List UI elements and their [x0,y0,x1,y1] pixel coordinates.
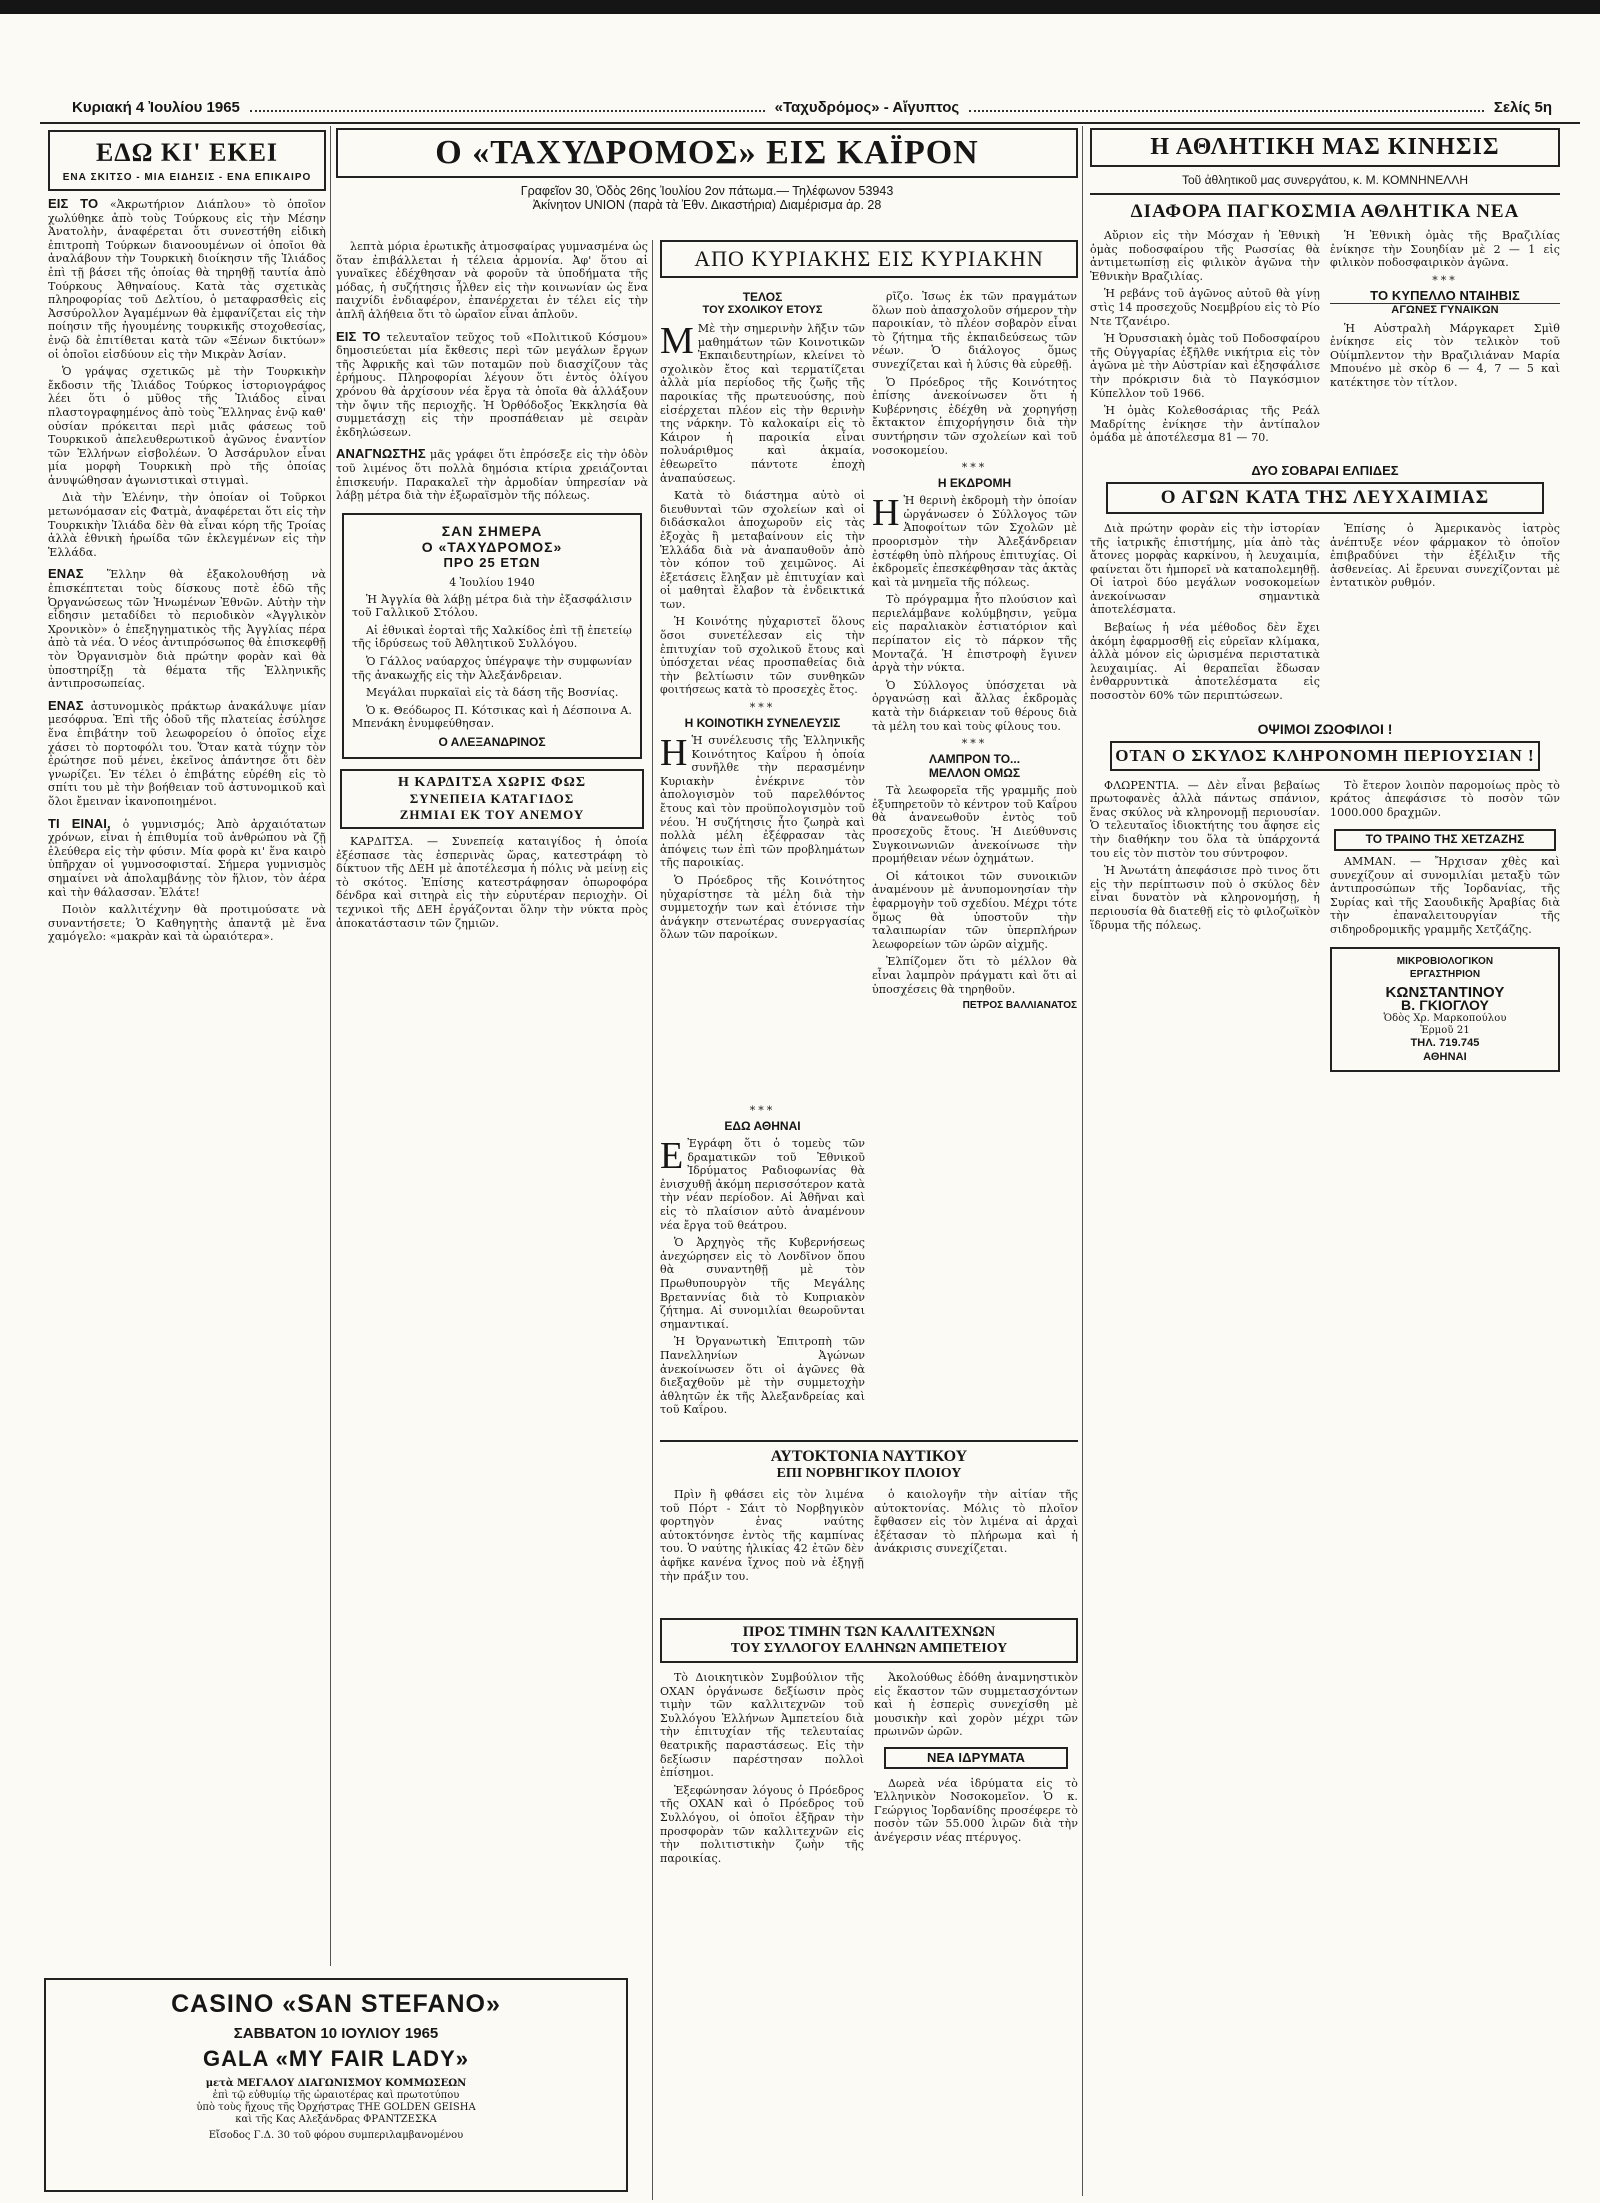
telos-title-2: ΤΟΥ ΣΧΟΛΙΚΟΥ ΕΤΟΥΣ [702,304,823,316]
sports-news-1: Αὔριον εἰς τὴν Μόσχαν ἡ Ἐθνικὴ ὁμὰς ποδοσφαίρου τῆς Ρωσσίας θὰ ἀντιμετωπίσῃ εἰς φιλικὸν ἀγῶνα τὴν Ἐθνικὴν Βραζιλίας. [1090,229,1320,283]
lampron-title-1: ΛΑΜΠΡΟΝ ΤΟ... [928,752,1021,767]
san-simera-years: ΠΡΟ 25 ΕΤΩΝ [443,554,541,570]
edo-ki-ekei-subtitle: ΕΝΑ ΣΚΙΤΣΟ - ΜΙΑ ΕΙΔΗΣΙΣ - ΕΝΑ ΕΠΙΚΑΙΡΟ [62,172,312,183]
cup-subtitle: ΑΓΩΝΕΣ ΓΥΝΑΙΚΩΝ [1391,303,1499,316]
leukaimia-text-1: Διὰ πρώτην φορὰν εἰς τὴν ἱστορίαν τῆς ἰατρικῆς ἐπιστήμης, μία ἀπὸ τὰς ἄτονες μορφὰς καρκίνου, ἡ λευχαιμία, φαίνεται ὅτι ἠμπορεῖ νὰ καταπολεμηθῇ. Οἱ ἰατροὶ δύο μεγάλων νοσοκομείων ἀνεκοίνωσαν σημαντικὰ ἀποτελέσματα. [1090,521,1320,617]
karditsa-headline-box [340,769,644,829]
lampron-text-1: Τὰ λεωφορεῖα τῆς γραμμῆς ποὺ ἐξυπηρετοῦν τὸ κέντρον τοῦ Καΐρου θὰ ἀνανεωθοῦν ἐντὸς τοῦ προσεχοῦς ἔτους. Ἡ Διεύθυνσις Συγκοινωνιῶν ἀνεκοίνωσε τὴν προμήθειαν νέων ὀχημάτων. [872,784,1077,866]
edo-ki-ekei-body [48,197,326,944]
edo-ki-ekei-header-box [48,130,326,191]
cairo-masthead [336,128,1078,234]
item3-text: ἀστυνομικὸς πράκτωρ ἀνακάλυψε μίαν μεσόφρυα. Ἐπὶ τῆς ὁδοῦ τῆς πλατείας ἐσύλησε ἕνα ἐπιβάτην τοῦ λεωφορείου ὁ ὁποῖος εἶχε χάσει τὸ πορτοφόλι του. Ὅταν κατὰ τύχην τὸν ἐρώτησε ποῦ μένει, ἐκεῖνος ἀπάντησε ὅτι δὲν γνωρίζει. Ἐν τέλει ὁ ἐπιβάτης εὑρέθη εἰς τὸ σπίτι του μὲ τὴν βοήθειαν τοῦ ἀστυνομικοῦ καὶ ὅλοι ἔμειναν ἱκανοποιημένοι. [48,699,326,808]
item1-text: «Ἀκρωτήριον Διάπλου» τὸ ὁποῖον χωλύθηκε ἀπὸ τοὺς Τούρκους εἰς τὴν Μέσην Ἀνατολὴν, ἀναφέρεται ὅτι συνεστήθη εἰδικὴ ἐπιτροπὴ Τούρκων διανοουμένων οἱ ὁποῖοι θὰ ἀναλάβουν τὴν Τουρκικὴ διοίκησιν τῆς Ἰλιάδος ἐπὶ τῇ βάσει τῆς ὁποίας θὰ τηρηθῇ ταυτία ἀπὸ Τούρκους Ἀθηναίους. Κατὰ τὰς σχετικὰς πληροφορίας τοῦ Δελτίου, ὁ μεταφρασθεὶς εἰς Ἀσσύρολλον Ἀγαμέμνων θὰ ἐμφανίζεται εἰς τὴν ποίησιν τῆς ἡγουμένης τουρκικῆς στοχοθεσίας, ἐνῷ δὰ ἐπιτίθεται κατὰ τῶν «Ξένων δικτύων» οἱ ὁποῖοι εἰσδύουν εἰς τὴν Μικρὰν Ἀσίαν. [48,198,326,361]
ekdromi-dropcap: Η [872,492,900,535]
leukaimia-text-2: Βεβαίως ἡ νέα μέθοδος δὲν ἔχει ἀκόμη ἐφαρμοσθῇ εἰς εὐρεῖαν κλίμακα, ἀλλὰ μόνον εἰς ὡρισμένα περιστατικὰ λευχαιμίας. Αἱ θεραπεῖαι ἔδωσαν ἐνθαρρυντικὰ ἀποτελέσματα εἰς ποσοστὸν 60% τῶν περιπτώσεων. [1090,621,1320,703]
synelefsis-title: Η ΚΟΙΝΟΤΙΚΗ ΣΥΝΕΛΕΥΣΙΣ [684,716,841,731]
item4-text: ὁ γυμνισμός; Ἀπὸ ἀρχαιότατων χρόνων, εἶναι ἡ ἐπιθυμία τοῦ ἀνθρώπου νὰ ζῇ ἐλεύθερα εἰς τὴν φύσιν. Μία φορὰ κι' ἕνα καιρὸ ὑπῆρχαν οἱ γυμνοσοφισταί. Σήμερα γυμνισμὸς σημαίνει νὰ ἀπολαμβάνῃς τὸν ἥλιον, τὸν ἀέρα καὶ τὴν θάλασσαν. Ἐλάτε! [48,817,326,899]
nea-idrymata-text: Δωρεὰ νέα ἱδρύματα εἰς τὸ Ἑλληνικὸν Νοσοκομεῖον. Ὁ κ. Γεώργιος Ἰορδανίδης προσέφερε τὸ ποσὸν τῶν 55.000 λιρῶν διὰ τὴν ἀνέγερσιν νέας πτέρυγος. [874,1776,1078,1844]
pros-timin-headline-box [660,1618,1078,1663]
lampron-text-3: Ἐλπίζομεν ὅτι τὸ μέλλον θὰ εἶναι λαμπρὸν πράγματι καὶ ὅτι αἱ ὑποσχέσεις θὰ τηρηθοῦν. [872,955,1077,996]
lampron-text-2: Οἱ κάτοικοι τῶν συνοικιῶν ἀναμένουν μὲ ἀνυπομονησίαν τὴν ἐφαρμογὴν τοῦ σχεδίου. Μέχρι τότε ὅμως θὰ ὑποστοῦν τὴν ταλαιπωρίαν τῶν ὑπερπλήρων λεωφορείων τῶν ὡρῶν αἰχμῆς. [872,869,1077,951]
san-simera-item-4: Μεγάλαι πυρκαϊαὶ εἰς τὰ δάση τῆς Βοσνίας. [366,686,619,700]
sports-news-4: Ἡ ὁμὰς Κολεθοσάριας τῆς Ρεάλ Μαδρίτης ἐνίκησε τὴν ἀντίπαλον ὁμάδα μὲ ἀποτέλεσμα 81 — 70. [1090,404,1320,445]
pros-timin-title-2: ΤΟΥ ΣΥΛΛΟΓΟΥ ΕΛΛΗΝΩΝ ΑΜΠΕΤΕΙΟΥ [730,1641,1008,1656]
treno-text: ΑΜΜΑΝ. — Ἤρχισαν χθὲς καὶ συνεχίζουν αἱ συνομιλίαι μεταξὺ τῶν ἀντιπροσώπων τῆς Ἰορδανίας, τῆς Συρίας καὶ τῆς Σαουδικῆς Ἀραβίας διὰ τὴν ἐπαναλειτουργίαν τῆς σιδηροδρομικῆς γραμμῆς Χετζάζης. [1330,855,1560,936]
col2-body-top [336,240,648,503]
col-divider-2 [652,240,653,2200]
running-head-page: Σελίς 5η [1493,98,1552,116]
ekdromi-text-1: Ἡ θερινὴ ἐκδρομὴ τὴν ὁποίαν ὠργάνωσεν ὁ Σύλλογος τῶν Ἀποφοίτων τῶν Σχολῶν μὲ προορισμὸν τὴν Ἀλεξάνδρειαν ἐστέφθη ὑπὸ πλήρους ἐπιτυχίας. Οἱ ἐκδρομεῖς ἐπεσκέφθησαν τὰς ἀκτὰς καὶ τὰ μνημεῖα τῆς πόλεως. [872,494,1077,589]
edo-athinai-section [660,1100,865,1430]
autoktonia-section [660,1440,1078,1610]
edo-athinai-text-2: Ὁ Ἀρχηγὸς τῆς Κυβερνήσεως ἀνεχώρησεν εἰς τὸ Λονδῖνον ὅπου θὰ συναντηθῇ μὲ τὸν Πρωθυπουργὸν τῆς Μεγάλης Βρεταννίας διὰ τὸ Κυπριακὸν ζήτημα. Αἱ συνομιλίαι θεωροῦνται σημαντικαί. [660,1236,865,1331]
column-edo-ki-ekei [48,130,326,1960]
lampron-signature: ΠΕΤΡΟΣ ΒΑΛΛΙΑΝΑΤΟΣ [962,1000,1077,1012]
telos-text-1: Μὲ τὴν σημερινὴν λῆξιν τῶν μαθημάτων τῶν Κοινοτικῶν Ἐκπαιδευτηρίων, κλείνει τὸ σχολικὸν ἔτος καὶ τερματίζεται ἀλλὰ μία περίοδος τῆς ζωῆς τῆς παροικίας τῆς πρωτευούσης, ποὺ εἰσέρχεται πλέον εἰς τὴν θερινὴν της νάρκην. Τὸ καλοκαίρι εἰς τὸ Κάιρον ἡ παροικία εἶναι πολυάριθμος καὶ ἀκμαία, ἐθεωρεῖτο πάντοτε ἐποχὴ ἀναπαύσεως. [660,322,865,485]
separator-stars-c: *** [961,737,988,751]
sports-news-2: Ἡ ρεβάνς τοῦ ἀγῶνος αὐτοῦ θὰ γίνῃ στὶς 14 προσεχοῦς Νοεμβρίου εἰς τὸ Ρίο Ντε Τζανέιρο. [1090,287,1320,328]
edo-athinai-text-1: Ἐγράφη ὅτι ὁ τομεὺς τῶν δραματικῶν τοῦ Ἐθνικοῦ Ἰδρύματος Ραδιοφωνίας θὰ ἐνισχυθῇ ἀκόμη περισσότερον κατὰ τὴν νέαν περίοδον. Αἱ Ἀθῆναι καὶ εἰς τὸ πλαίσιον αὐτὸ ἀναμένουν νέα ἔργα τοῦ θεάτρου. [660,1137,865,1232]
col-divider-3 [1082,126,1083,2196]
telos-title-1: ΤΕΛΟΣ [742,290,783,304]
ekdromi-title: Η ΕΚΔΡΟΜΗ [937,476,1012,491]
masthead-info-1: Γραφεῖον 30, Ὁδὸς 26ης Ἰουλίου 2ον πάτωμα.— Τηλέφωνον 53943 [520,184,894,198]
edo-athinai-dropcap: Ε [660,1135,684,1177]
zoofiloi-text-2: Ἡ Ἀνωτάτη ἀπεφάσισε πρὸ τινος ὅτι εἰς τὴν περίπτωσιν ποὺ ὁ σκύλος δὲν εἶναι δυνατὸν νὰ κληρονομήσῃ, ἡ περιουσία θὰ διατεθῇ εἰς τὸ φιλοζωϊκὸν ἵδρυμα τῆς πόλεως. [1090,864,1320,932]
san-simera-item-1: Ἡ Ἀγγλία θὰ λάβῃ μέτρα διὰ τὴν ἐξασφάλισιν τοῦ Γαλλικοῦ Στόλου. [352,592,632,620]
item4-text-2: Ποιὸν καλλιτέχνην θὰ προτιμούσατε νὰ συναντήσετε; Ὁ Καθηγητὴς ἀπαντᾷ μὲ ἕνα χαμόγελο: «μακρὰν καὶ τὰ ὡραιότερα». [48,903,326,944]
lab-ad-line-2: ΕΡΓΑΣΤΗΡΙΟΝ [1409,969,1481,981]
col-divider-1 [330,126,331,1966]
lab-ad-line-5: Ὁδὸς Χρ. Μαρκοπούλου [1383,1012,1507,1024]
pros-timin-section [660,1618,1078,2196]
leukaimia-text-3: Ἐπίσης ὁ Ἀμερικανὸς ἰατρὸς ἀνέπτυξε νέον φάρμακον τὸ ὁποῖον ἐπιβραδύνει τὴν ἐξέλιξιν τῆς ἀσθενείας. Αἱ ἔρευναι συνεχίζονται μὲ ἐντατικὸν ρυθμόν. [1330,521,1560,590]
casino-gala: GALA «MY FAIR LADY» [203,2046,469,2071]
leukaimia-kicker: ΔΥΟ ΣΟΒΑΡΑΙ ΕΛΠΙΔΕΣ [1251,462,1399,478]
separator-stars-b: *** [961,461,988,475]
col2-reader-text: μᾶς γράφει ὅτι ἐπρόσεξε εἰς τὴν ὁδὸν τοῦ λιμένος ὅτι πολλὰ δημόσια κτίρια χρειάζονται ἐπισκευήν. Παρακαλεῖ τὴν ἀρμοδίαν ὑπηρεσίαν νὰ λάβῃ μέτρα διὰ τὴν ἐξωραϊσμὸν τῆς πόλεως. [336,448,648,503]
casino-date: ΣΑΒΒΑΤΟΝ 10 ΙΟΥΛΙΟΥ 1965 [233,2025,439,2042]
san-simera-date: 4 Ἰουλίου 1940 [449,575,535,589]
casino-title: CASINO «SAN STEFANO» [171,1990,501,2018]
autoktonia-text-2: ὁ καιολογῆν τὴν αἰτίαν τῆς αὐτοκτονίας. Μόλις τὸ πλοῖον ἔφθασεν εἰς τὸν λιμένα αἱ ἀρχαὶ ἐξέτασαν τὸ πλήρωμα καὶ ἡ ἀνάκρισις συνεχίζεται. [874,1488,1078,1556]
running-head-paper: «Ταχυδρόμος» - Αἴγυπτος [774,98,960,116]
lab-ad-city: ΑΘΗΝΑΙ [1423,1050,1467,1063]
lab-ad-name: ΚΩΝΣΤΑΝΤΙΝΟΥ [1385,983,1505,1001]
center-column-b [872,290,1077,1430]
karditsa-headline-1: Η ΚΑΡΔΙΤΣΑ ΧΩΡΙΣ ΦΩΣ [397,775,586,791]
san-simera-title: ΣΑΝ ΣΗΜΕΡΑ [441,522,543,539]
running-head-dots-right [969,102,1484,112]
kyriakis-headline: ΑΠΟ ΚΥΡΙΑΚΗΣ ΕΙΣ ΚΥΡΙΑΚΗΝ [660,240,1078,278]
leukaimia-title: Ο ΑΓΩΝ ΚΑΤΑ ΤΗΣ ΛΕΥΧΑΙΜΙΑΣ [1106,482,1544,514]
lab-ad-phone: ΤΗΛ. 719.745 [1410,1036,1480,1049]
san-simera-signature: Ο ΑΛΕΞΑΝΔΡΙΝΟΣ [438,735,546,750]
pros-timin-text-2: Ἐξεφώνησαν λόγους ὁ Πρόεδρος τῆς ΟΧΑΝ καὶ ὁ Πρόεδρος τοῦ Συλλόγου, οἱ ὁποῖοι ἐξῆραν τὴν προσφορὰν τῶν καλλιτεχνῶν εἰς τὴν πολιτιστικὴν ζωὴν τῆς παροικίας. [660,1783,864,1865]
sports-title: Η ΑΘΛΗΤΙΚΗ ΜΑΣ ΚΙΝΗΣΙΣ [1090,128,1560,167]
col2-text-1: λεπτὰ μόρια ἐρωτικῆς ἀτμοσφαίρας γυμνασμένα ὡς ὅταν ἐπιβάλλεται ἡ τέλεια ἁρμονία. Ἀφ' ὅτου αἱ γυναῖκες ἐδέχθησαν νὰ φοροῦν τὰ ὑποδήματα τῆς μόδας, ἡ συζήτησις ἦλθεν εἰς τὴν κοινωνίαν ὡς ἕνα παιχνίδι ἐνδιαφέρον, ἐπανέρχεται ἐν τέλει εἰς τὴν ἀπλῆ ἀλήθεια ὅτι τὸ ὡραῖον εἶναι ἁπλοῦν. [336,240,648,321]
item2-text: Ἕλλην θὰ ἐξακολουθήσῃ νὰ ἐπισκέπτεται τοὺς δίσκους ποτὲ ἐδῶ τῆς Ὀργανώσεως τῶν Ἡνωμένων Ἐθνῶν. Αὐτὴν τὴν εἶδησιν μεταδίδει τὸ περιοδικὸν «Ἀγγλικὸν Χρονικὸν» ὁ ἐπεξηγηματικὸς τῆς Ἀγγλίας πέρα ἀπὸ τὰ νέα. Ὁ νέος ἀντιπρόσωπος θὰ ἐπισκεφθῇ τὸν Ὀργανισμὸν διὰ πρώτην φορὰν καὶ θὰ ὑποστηρίξῃ τὰ θέματα τῆς Ἑλληνικῆς ἀντιπροσωπείας. [48,568,326,691]
col2-item-lead: ΕΙΣ ΤΟ [336,328,381,344]
lampron-title-2: ΜΕΛΛΟΝ ΟΜΩΣ [928,766,1021,781]
casino-line-5: Εἴσοδος Γ.Δ. 30 τοῦ φόρου συμπεριλαμβανομένου [208,2130,464,2141]
zoofiloi-text-3: Τὸ ἔτερον λοιπὸν παρομοίως πρὸς τὸ κράτος ἀπεφάσισε τὸ ποσὸν τῶν 1000.000 δραχμῶν. [1330,778,1560,819]
edo-athinai-title: ΕΔΩ ΑΘΗΝΑΙ [724,1119,801,1133]
item1-lead: ΕΙΣ ΤΟ [48,196,99,211]
casino-line-3: ὑπὸ τοὺς ἤχους τῆς Ὀρχήστρας THE GOLDEN GEISHA [196,2102,476,2113]
item2-lead: ΕΝΑΣ [48,566,84,582]
karditsa-headline-3: ΖΗΜΙΑΙ ΕΚ ΤΟΥ ΑΝΕΜΟΥ [399,807,585,823]
center-b-text-2: Ὁ Πρόεδρος τῆς Κοινότητος ἐπίσης ἀνεκοίνωσεν ὅτι ἡ Κυβέρνησις ἐδέχθη νὰ χορηγήσῃ ἔκτακτον ἐπιχορήγησιν διὰ τὴν συντήρησιν τῶν σχολείων καὶ τοῦ νοσοκομείου. [872,375,1077,457]
telos-text-2: Κατὰ τὸ διάστημα αὐτὸ οἱ διευθυνταὶ τῶν σχολείων καὶ οἱ διδάσκαλοι ἀποχωροῦν εἰς τὰς ἐξοχὰς ἢ μεταβαίνουν εἰς τὴν Ἑλλάδα διὰ νὰ ἀναπαυθοῦν ἀπὸ τὸν κόπον τοῦ χειμῶνος. Αἱ ἐξετάσεις ἔληξαν μὲ ἐπιτυχίαν καὶ οἱ μαθηταὶ ἔλαβον τὰ ἐνδεικτικά των. [660,489,865,611]
casino-san-stefano-ad [44,1978,628,2192]
running-head-dots [250,102,765,112]
san-simera-paper: Ο «ΤΑΧΥΔΡΟΜΟΣ» [421,538,563,555]
edo-athinai-text-3: Ἡ Ὀργανωτικὴ Ἐπιτροπὴ τῶν Πανελληνίων Ἀγώνων ἀνεκοίνωσεν ὅτι οἱ ἀγῶνες θὰ διεξαχθοῦν μὲ τὴν συμμετοχὴν ἀθλητῶν ἐκ τῆς Ἀλεξανδρείας καὶ τοῦ Καΐρου. [660,1335,865,1417]
synelefsis-dropcap: Η [660,732,688,775]
masthead-title: Ο «ΤΑΧΥΔΡΟΜΟΣ» ΕΙΣ ΚΑΪΡΟΝ [336,128,1078,178]
column-sports [1090,128,1560,2198]
ekdromi-text-3: Ὁ Σύλλογος ὑπόσχεται νὰ ὀργανώσῃ καὶ ἄλλας ἐκδρομὰς κατὰ τὴν διάρκειαν τοῦ θέρους διὰ τὰ μέλη του καὶ τοὺς φίλους του. [872,678,1077,733]
telos-dropcap: Μ [660,320,694,362]
synelefsis-text-1: Ἡ συνέλευσις τῆς Ἑλληνικῆς Κοινότητος Καΐρου ἡ ὁποία συνῆλθε τὴν περασμένην Κυριακὴν ἐνέκρινε τὸν ἀπολογισμὸν τοῦ παρελθόντος ἔτους καὶ τὸν προϋπολογισμὸν τοῦ νέου. Ἡ συζήτησις ἦτο ζωηρὰ καὶ πολλὰ μέλη ἐξέφρασαν τὰς ἀπόψεις των ἐπὶ τῶν προβλημάτων τῆς παροικίας. [660,734,865,870]
lab-ad-surname: Β. ΓΚΙΟΓΛΟΥ [1401,997,1489,1014]
item1-text-2: Ὁ γράψας σχετικῶς μὲ τὴν Τουρκικὴν ἔκδοσιν τῆς Ἰλιάδος Τούρκος ἱστοριογράφος λέει ὅτι ὁ μῦθος τῆς Ἰλιάδος εἶναι πλαστογραφημένος ἀπὸ τοὺς Ἕλληνας ἐνῷ καθ' οὐσίαν πρόκειται περὶ μιᾶς φάσεως τοῦ Τουρκικοῦ ἀπελευθερωτικοῦ ἀγῶνος ἐναντίον τῶν Ἑλλήνων εἰσβολέων. Ὁ Ἀσσάρυλον εἶναι μία μορφὴ Τουρκικὴ πρὸ τῆς ὁποίας ἀνυψώθησαν ἀγωνιστικαὶ στιγμαὶ. [48,365,326,487]
col2-item-text: τελευταῖον τεῦχος τοῦ «Πολιτικοῦ Κόσμου» δημοσιεύεται μία ἔκθεσις περὶ τῶν μεγάλων ἔργων τῆς Ἀφρικῆς καὶ τῶν ποταμῶν ποὺ διασχίζουν τὰς ἐρήμους. Πληροφορίαι λέγουν ὅτι ἐντὸς ὀλίγου χρόνου θὰ ἀρχίσουν νέα ἔργα τὰ ὁποῖα θὰ ἀλλάξουν τὴν ὄψιν τῆς περιοχῆς. Ἡ Ὀρθόδοξος Ἐκκλησία θὰ συμμετάσχῃ εἰς τὴν προσπάθειαν μὲ σειρὰν ἐκδηλώσεων. [336,330,648,439]
pros-timin-title-1: ΠΡΟΣ ΤΙΜΗΝ ΤΩΝ ΚΑΛΛΙΤΕΧΝΩΝ [742,1624,996,1640]
top-rule [40,122,1580,124]
nea-idrymata-title: ΝΕΑ ΙΔΡΥΜΑΤΑ [884,1747,1068,1769]
pros-timin-text-1: Τὸ Διοικητικὸν Συμβούλιον τῆς ΟΧΑΝ ὀργάνωσε δεξίωσιν πρὸς τιμὴν τῶν καλλιτεχνῶν τοῦ Συλλόγου Ἑλλήνων Ἀμπετείου διὰ τὴν ἐπιτυχίαν τῆς τελευταίας θεατρικῆς παραστάσεως. Εἰς τὴν δεξίωσιν παρέστησαν πολλοὶ ἐπίσημοι. [660,1671,864,1780]
separator-stars-d: *** [749,1104,776,1117]
masthead-info-2: Ἀκίνητον UNION (παρὰ τὰ Ἐθν. Δικαστήρια) Διαμέρισμα ἀρ. 28 [532,198,882,212]
casino-line-2: ἐπὶ τῷ εὐθυμίῳ τῆς ὡραιοτέρας καὶ πρωτοτύπου [212,2090,460,2101]
synelefsis-text-2: Ὁ Πρόεδρος τῆς Κοινότητος ηὐχαρίστησε τὰ μέλη διὰ τὴν συμμετοχήν των καὶ ἐτόνισε τὴν ἀνάγκην στενωτέρας συνεργασίας ὅλων τῶν παροίκων. [660,873,865,942]
kyriakis-headline-area [660,240,1078,278]
sports-byline: Τοῦ ἀθλητικοῦ μας συνεργάτου, κ. Μ. ΚΟΜΝΗΝΕΛΛΗ [1182,173,1468,187]
item4-lead: ΤΙ ΕΙΝΑΙ, [48,815,111,831]
running-head-date: Κυριακή 4 Ἰουλίου 1965 [72,98,240,116]
san-simera-box [342,513,642,759]
column-two [336,240,648,1965]
zoofiloi-text-1: ΦΛΩΡΕΝΤΙΑ. — Δὲν εἶναι βεβαίως πρωτοφανὲς ἀλλὰ πάντως σπάνιον, ἕνας σκύλος νὰ κληρονομῇ περιουσίαν. Ὁ τελευταῖος ἰδιοκτήτης του ἄφησε εἰς τὴν διαθήκην του ὅλα τὰ ὑπάρχοντά του εἰς τὸν πιστὸν του σύντροφον. [1090,778,1320,860]
karditsa-headline-2: ΣΥΝΕΠΕΙΑ ΚΑΤΑΓΙΔΟΣ [409,791,575,807]
pros-timin-text-3: Ἀκολούθως ἐδόθη ἀναμνηστικὸν εἰς ἕκαστον τῶν συμμετασχόντων καὶ ἡ ἑσπερὶς συνεχίσθη μὲ μουσικὴν καὶ χορὸν μέχρι τῶν πρωινῶν ὡρῶν. [874,1671,1078,1739]
autoktonia-rule [660,1440,1078,1442]
treno-title: ΤΟ ΤΡΑΙΝΟ ΤΗΣ ΧΕΤΖΑΖΗΣ [1334,829,1556,851]
karditsa-text: ΚΑΡΔΙΤΣΑ. — Συνεπείᾳ καταιγίδος ἡ ὁποία ἐξέσπασε τὰς ἐσπερινὰς ὥρας, κατεστράφη τὸ δίκτυον τῆς ΔΕΗ μὲ ἀποτέλεσμα ἡ πόλις νὰ μείνῃ εἰς τὸ σκότος. Ἐπίσης κατεστράφησαν ὁπωροφόρα δένδρα καὶ σιτηρὰ εἰς τὴν εὐρυτέραν περιοχὴν. Οἱ τεχνικοὶ τῆς ΔΕΗ ἐργάζονται ὅλην τὴν νύκτα πρὸς ἀποκατάστασιν τῶν ζημιῶν. [336,835,648,930]
sports-news-3: Ἡ Ὀρυσσιακὴ ὁμὰς τοῦ Ποδοσφαίρου τῆς Οὐγγαρίας ἐξῆλθε νικήτρια εἰς τὸν ἀγῶνα μὲ τὴν Αὐστρίαν καὶ ἐξησφάλισε τὴν πρόκρισιν διὰ τὸ Παγκόσμιον Κύπελλον τοῦ 1966. [1090,332,1320,400]
autoktonia-title-2: ΕΠΙ ΝΟΡΒΗΓΙΚΟΥ ΠΛΟΙΟΥ [776,1466,962,1481]
san-simera-item-3: Ὁ Γάλλος ναύαρχος ὑπέγραψε τὴν συμφωνίαν τῆς ἀνακωχῆς εἰς τὴν Ἀλεξάνδρειαν. [352,655,632,682]
edo-ki-ekei-title: ΕΔΩ ΚΙ' ΕΚΕΙ [95,138,279,167]
cup-title: ΤΟ ΚΥΠΕΛΛΟ ΝΤΑΙΗΒΙΣ [1330,289,1560,304]
lab-ad-line-6: Ἑρμοῦ 21 [1420,1024,1470,1036]
item3-lead: ΕΝΑΣ [48,697,84,713]
autoktonia-title-1: ΑΥΤΟΚΤΟΝΙΑ ΝΑΥΤΙΚΟΥ [770,1448,968,1465]
top-edge-bar [0,0,1600,14]
casino-line-1: μετὰ ΜΕΓΑΛΟΥ ΔΙΑΓΩΝΙΣΜΟΥ ΚΟΜΜΩΣΕΩΝ [205,2078,467,2089]
sports-news-5: Ἡ Ἐθνικὴ ὁμὰς τῆς Βραζιλίας ἐνίκησε τὴν Σουηδίαν μὲ 2 — 1 εἰς φιλικὸν ποδοσφαιρικὸν ἀγῶνα. [1330,229,1560,270]
running-head [72,96,1552,118]
zoofiloi-title: ΟΤΑΝ Ο ΣΚΥΛΟΣ ΚΛΗΡΟΝΟΜΗ ΠΕΡΙΟΥΣΙΑΝ ! [1110,741,1540,771]
sports-stars: *** [1432,273,1458,287]
casino-line-4: καὶ τῆς Κας Αλεξάνδρας ΦΡΑΝΤΖΕΣΚΑ [235,2114,437,2125]
sports-news-title: ΔΙΑΦΟΡΑ ΠΑΓΚΟΣΜΙΑ ΑΘΛΗΤΙΚΑ ΝΕΑ [1130,201,1520,222]
lab-ad [1330,947,1560,1073]
item1-text-3: Διὰ τὴν Ἑλένην, τὴν ὁποίαν οἱ Τοῦρκοι μετωνόμασαν εἰς Φατμὰ, ἀναφέρεται ὅτι εἰς τὴν Τουρκικὴν Ἰλιάδα δὲν θὰ εἶναι κόρη τῆς Τροίας ἀλλὰ ἐθνικὴ ἡρωίδα τῶν ἐκλεγμένων εἰς τὴν Ἑλλάδα. [48,491,326,559]
zoofiloi-kicker: ΟΨΙΜΟΙ ΖΩΟΦΙΛΟΙ ! [1257,720,1393,737]
cup-text: Ἡ Αὐστραλὴ Μάργκαρετ Σμὶθ ἐνίκησε εἰς τὸν τελικὸν τοῦ Οὐίμπλεντον τὴν Βραζιλιάναν Μαρία Μπουένο μὲ σκὸρ 6 — 4, 7 — 5 καὶ κατέκτησε τὸν τίτλον. [1330,321,1560,389]
lab-ad-line-1: ΜΙΚΡΟΒΙΟΛΟΓΙΚΟΝ [1396,955,1494,967]
sports-rule [1090,193,1560,195]
telos-text-3: Ἡ Κοινότης ηὐχαριστεῖ ὅλους ὅσοι συνετέλεσαν εἰς τὴν ἐπιτυχίαν τοῦ σχολικοῦ ἔτους καὶ ὑπόσχεται νέας προσπαθείας διὰ τὴν βελτίωσιν τῶν συνθηκῶν φοιτήσεως κατὰ τὸ προσεχὲς ἔτος. [660,615,865,697]
autoktonia-text-1: Πρὶν ἢ φθάσει εἰς τὸν λιμένα τοῦ Πόρτ - Σάιτ τὸ Νορβηγικὸν φορτηγὸν ἐνας ναύτης αὐτοκτόνησε ἐντὸς τῆς καμπίνας του. Ὁ ναύτης ἡλικίας 42 ἐτῶν δὲν ἀφῆκε κανένα ἴχνος ποὺ νὰ ἐξηγῇ τὴν πράξιν του. [660,1488,864,1583]
col2-reader-lead: ΑΝΑΓΝΩΣΤΗΣ [336,446,426,462]
san-simera-item-2: Αἱ ἐθνικαὶ ἐορταὶ τῆς Χαλκίδος ἐπὶ τῇ ἐπετείῳ τῆς ἱδρύσεως τοῦ Ἀθλητικοῦ Συλλόγου. [352,623,632,651]
san-simera-item-5: Ὁ κ. Θεόδωρος Π. Κότσικας καὶ ἡ Δέσποινα Α. Μπενάκη ἐνυμφεύθησαν. [352,703,632,731]
separator-stars: *** [749,701,776,715]
ekdromi-text-2: Τὸ πρόγραμμα ἦτο πλούσιον καὶ περιελάμβανε κολύμβησιν, γεῦμα εἰς παραλιακὸν ἐστιατόριον καὶ περίπατον εἰς τὸ πάρκον τῆς Μονταζά. Ἡ ἐπιστροφὴ ἔγινεν ἀργὰ τὴν νύκτα. [872,593,1077,675]
center-b-text-1: ρῖζο. Ἰσως ἐκ τῶν πραγμάτων ὅλων ποὺ ἀπασχολοῦν σήμερον τὴν παροικίαν, τὸ πλέον σοβαρὸν εἶναι τὸ ζήτημα τῆς ἐκπαιδεύσεως τῶν νέων. Ὁ διάλογος ὅμως συνεχίζεται καὶ ἡ λύσις θὰ εὑρεθῇ. [872,290,1077,371]
